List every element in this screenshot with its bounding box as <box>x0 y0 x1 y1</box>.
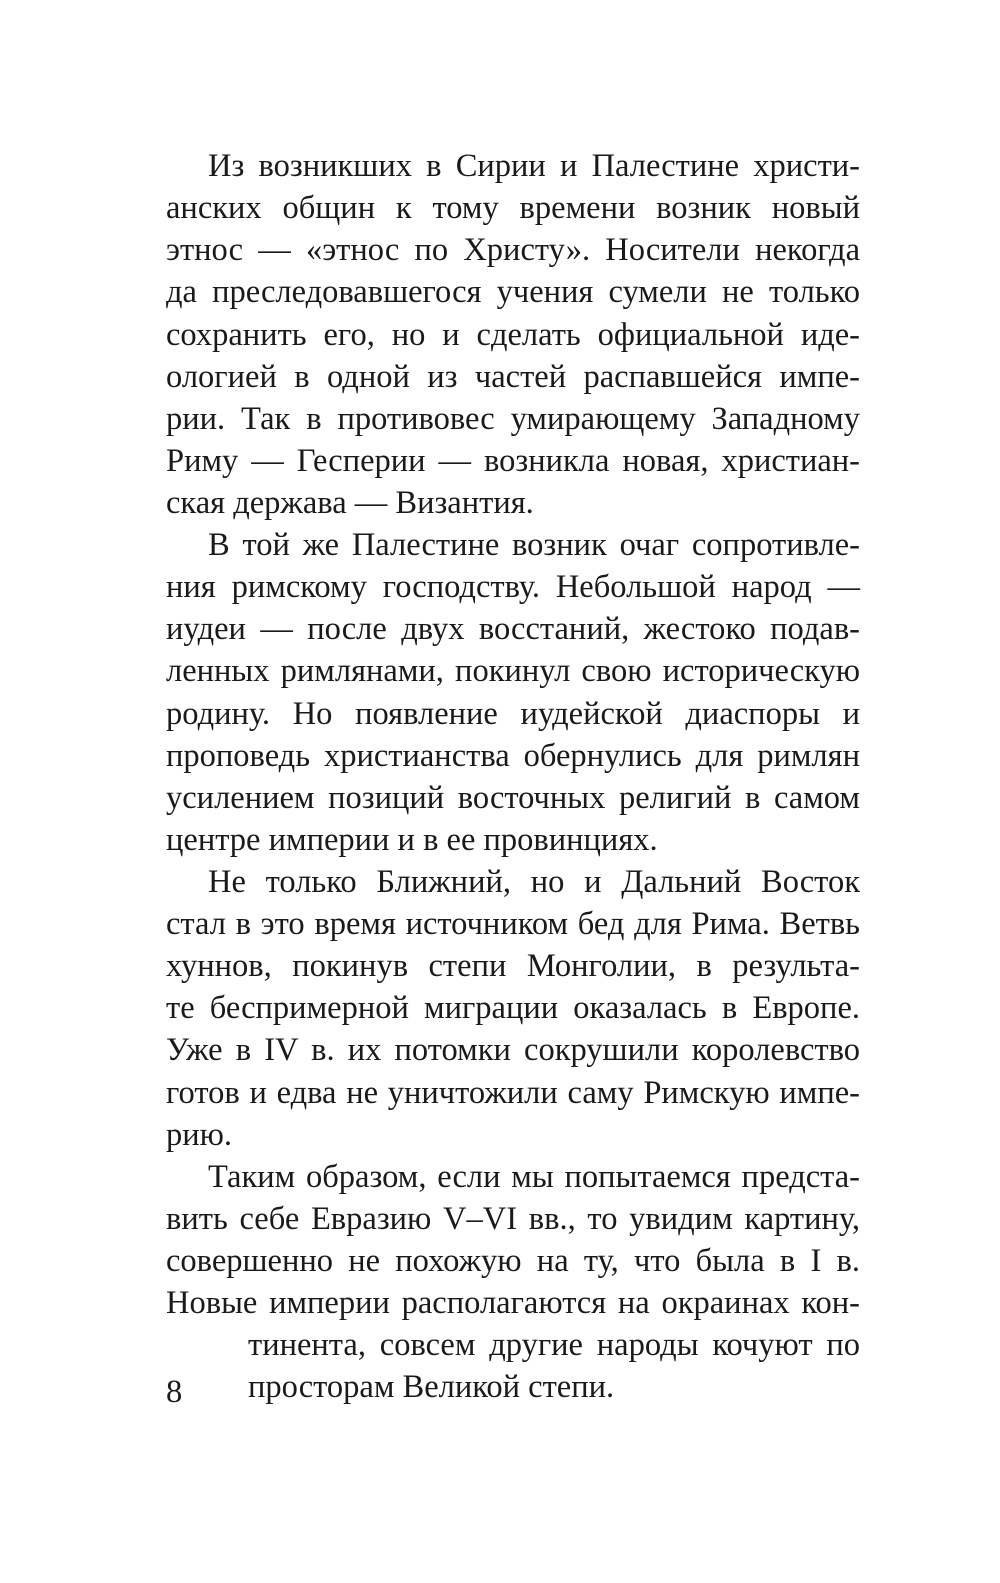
text-line: хуннов, покинув степи Монголии, в результа- <box>166 948 860 984</box>
text-line: стал в это время источником бед для Рима. Ветвь <box>166 906 860 942</box>
text-line: ния римскому господству. Небольшой народ — <box>166 569 860 605</box>
page-number: 8 <box>166 1374 183 1410</box>
text-line: Риму — Гесперии — возникла новая, христиан- <box>166 443 860 479</box>
text-line: родину. Но появление иудейской диаспоры и <box>166 696 860 732</box>
text-line: Уже в IV в. их потомки сокрушили королевство <box>166 1032 860 1068</box>
text-line: ологией в одной из частей распавшейся импе- <box>166 359 860 395</box>
text-line: вить себе Евразию V–VI вв., то увидим картину, <box>166 1201 860 1237</box>
text-line: иудеи — после двух восстаний, жестоко подав- <box>166 611 860 647</box>
text-line: усилением позиций восточных религий в самом <box>166 780 860 816</box>
text-line: готов и едва не уничтожили саму Римскую импе- <box>166 1075 860 1111</box>
text-line: Из возникших в Сирии и Палестине христи- <box>208 148 860 184</box>
text-line: сохранить его, но и сделать официальной иде- <box>166 317 860 353</box>
text-line: ская держава — Византия. <box>166 485 534 521</box>
text-line: Таким образом, если мы попытаемся предста- <box>208 1159 860 1195</box>
text-line: анских общин к тому времени возник новый <box>166 190 860 226</box>
text-line: тинента, совсем другие народы кочуют по <box>248 1327 860 1363</box>
text-line: Новые империи располагаются на окраинах кон- <box>166 1285 860 1321</box>
text-line: Не только Ближний, но и Дальний Восток <box>208 864 860 900</box>
text-line: центре империи и в ее провинциях. <box>166 822 658 858</box>
text-line: те беспримерной миграции оказалась в Европе. <box>166 990 860 1026</box>
text-line: проповедь христианства обернулись для римлян <box>166 738 860 774</box>
text-line: да преследовавшегося учения сумели не только <box>166 274 860 310</box>
text-line: просторам Великой степи. <box>248 1369 615 1405</box>
text-line: этнос — «этнос по Христу». Носители некогда <box>166 232 860 268</box>
text-line: В той же Палестине возник очаг сопротивле- <box>208 527 860 563</box>
text-line: рию. <box>166 1117 233 1153</box>
text-line: совершенно не похожую на ту, что была в I в. <box>166 1243 860 1279</box>
text-line: рии. Так в противовес умирающему Западному <box>166 401 860 437</box>
text-line: ленных римлянами, покинул свою историческую <box>166 653 860 689</box>
